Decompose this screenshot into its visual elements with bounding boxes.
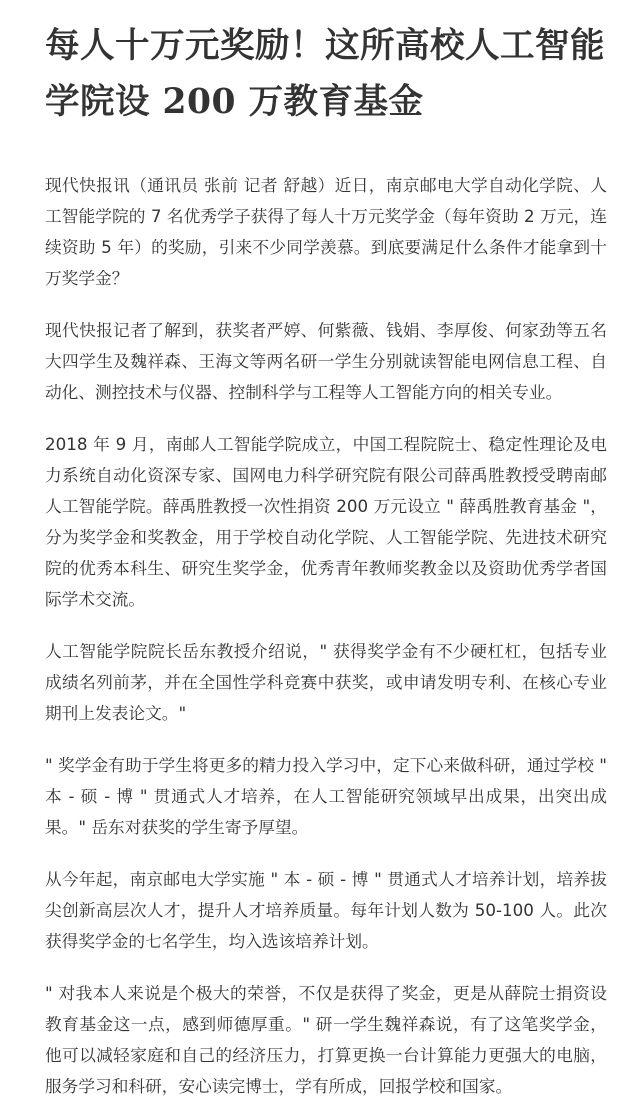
article-paragraph: " 对我本人来说是个极大的荣誉，不仅是获得了奖金，更是从薛院士捐资设教育基金这一点，感到师德厚重。" 研一学生魏祥森说，有了这笔奖学金，他可以减轻家庭和自己的经济压力，打算更换一台计算能力更强大的电脑，服务学习和科研，安心读完博士，学有所成，回报学校和国家。 (45, 983, 607, 1096)
article-paragraph: 现代快报讯（通讯员 张前 记者 舒越）近日，南京邮电大学自动化学院、人工智能学院的 7 名优秀学子获得了每人十万元奖学金（每年资助 2 万元，连续资助 5 年）的奖励，引来不少同学羡慕。到底要满足什么条件才能拿到十万奖学金？ (45, 175, 607, 288)
article-body (45, 170, 607, 1102)
article-paragraph: 人工智能学院院长岳东教授介绍说，" 获得奖学金有不少硬杠杠，包括专业成绩名列前茅，并在全国性学科竞赛中获奖，或申请发明专利、在核心专业期刊上发表论文。" (45, 641, 607, 723)
article-paragraph: " 奖学金有助于学生将更多的精力投入学习中，定下心来做科研，通过学校 " 本 - 硕 - 博 " 贯通式人才培养，在人工智能研究领域早出成果，出突出成果。" 岳东对获奖的学生寄予厚望。 (45, 755, 607, 837)
article-paragraph: 现代快报记者了解到，获奖者严婷、何紫薇、钱娟、李厚俊、何家劲等五名大四学生及魏祥森、王海文等两名研一学生分别就读智能电网信息工程、自动化、测控技术与仪器、控制科学与工程等人工智能方向的相关专业。 (45, 320, 607, 402)
article-paragraph: 2018 年 9 月，南邮人工智能学院成立，中国工程院院士、稳定性理论及电力系统自动化资深专家、国网电力科学研究院有限公司薛禹胜教授受聘南邮人工智能学院。薛禹胜教授一次性捐资 200 万元设立 " 薛禹胜教育基金 "，分为奖学金和奖教金，用于学校自动化学院、人工智能学院、先进技术研究院的优秀本科生、研究生奖学金，优秀青年教师奖教金以及资助优秀学者国际学术交流。 (45, 434, 607, 609)
article (45, 18, 607, 1102)
article-title: 每人十万元奖励！这所高校人工智能学院设 200 万教育基金 (45, 26, 605, 122)
article-paragraph: 从今年起，南京邮电大学实施 " 本 - 硕 - 博 " 贯通式人才培养计划，培养拔尖创新高层次人才，提升人才培养质量。每年计划人数为 50-100 人。此次获得奖学金的七名学生，均入选该培养计划。 (45, 869, 607, 951)
